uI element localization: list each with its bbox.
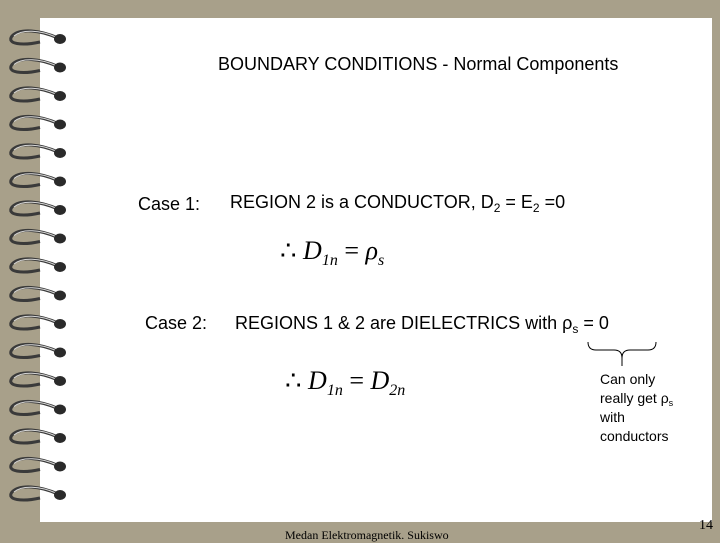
binding-hole (54, 34, 66, 44)
brace-annotation (586, 340, 658, 366)
spiral-ring (11, 316, 58, 329)
spiral-ring (11, 430, 58, 443)
footer-text: Medan Elektromagnetik. Sukiswo (285, 528, 449, 542)
case2-text: REGIONS 1 & 2 are DIELECTRICS with $\rho_s = 0$ (235, 313, 609, 336)
spiral-ring (11, 344, 58, 357)
binding-hole (54, 148, 66, 158)
case2-label: Case 2: (145, 313, 208, 333)
spiral-ring (11, 487, 58, 500)
binding-hole (54, 405, 66, 415)
binding-hole (54, 234, 66, 244)
page-number: 14 (699, 518, 713, 533)
spiral-ring (11, 202, 58, 215)
spiral-ring (11, 116, 58, 129)
case1-label: Case 1: (138, 194, 201, 214)
case2-equation: ∴ $D_{1n} = D_{2n}$ (285, 366, 406, 399)
binding-hole (54, 433, 66, 443)
spiral-ring (11, 230, 58, 243)
binding-hole (54, 120, 66, 130)
spiral-ring (11, 401, 58, 414)
spiral-ring (11, 458, 58, 471)
slide-title: BOUNDARY CONDITIONS - Normal Components (218, 54, 619, 74)
binding-hole (54, 376, 66, 386)
binding-hole (54, 319, 66, 329)
binding-hole (54, 91, 66, 101)
slide-page (40, 18, 712, 522)
binding-hole (54, 177, 66, 187)
binding-hole (54, 490, 66, 500)
spiral-ring (11, 373, 58, 386)
spiral-ring (11, 59, 58, 72)
binding-hole (54, 63, 66, 73)
annotation-note: Can only really get $\rho_s$ with conductors (600, 371, 674, 444)
spiral-ring (11, 31, 58, 44)
binding-hole (54, 205, 66, 215)
binding-hole (54, 348, 66, 358)
case1-text: REGION 2 is a CONDUCTOR, $D_2 = E_2 =0$ (230, 192, 566, 215)
binding-hole (54, 462, 66, 472)
spiral-ring (11, 259, 58, 272)
spiral-ring (11, 88, 58, 101)
binding-hole (54, 262, 66, 272)
spiral-binding (0, 0, 80, 540)
case1-equation: ∴ $D_{1n} = \rho_s$ (280, 236, 385, 269)
spiral-ring (11, 173, 58, 186)
spiral-ring (11, 287, 58, 300)
spiral-ring (11, 145, 58, 158)
binding-hole (54, 291, 66, 301)
